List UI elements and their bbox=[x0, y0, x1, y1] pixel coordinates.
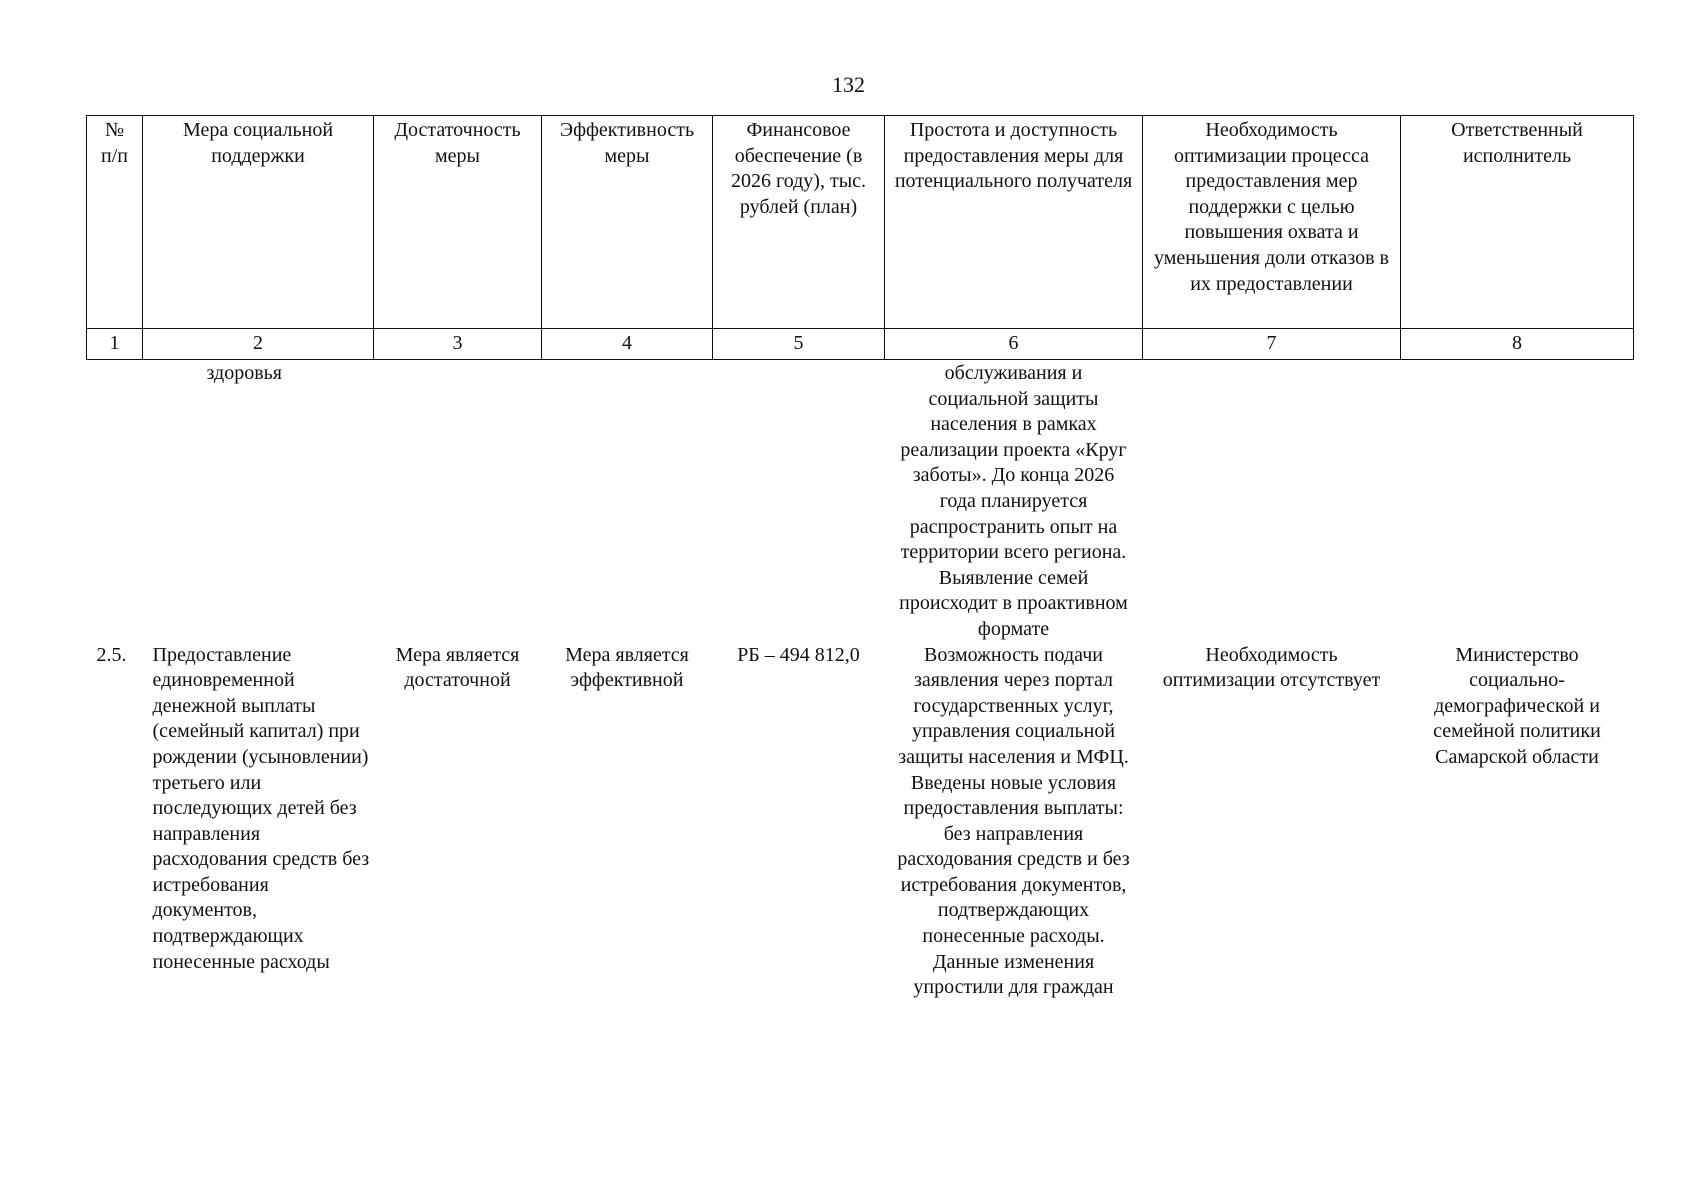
column-number: 6 bbox=[885, 329, 1143, 360]
cell-responsible: Министерство социально-демографической и семейной политики Самарской области bbox=[1433, 643, 1601, 768]
cell-accessibility-continued: обслуживания и социальной защиты населения в рамках реализации проекта «Круг заботы». До конца 2026 года планируется распространить опыт на территории всего региона. Выявление семей происходит в проактивном формате bbox=[899, 362, 1128, 640]
column-number-row bbox=[87, 329, 1634, 360]
column-number: 8 bbox=[1401, 329, 1634, 360]
column-number: 4 bbox=[542, 329, 713, 360]
continuation-row bbox=[87, 360, 1634, 643]
table-header-row bbox=[87, 116, 1634, 329]
cell-optimization: Необходимость оптимизации отсутствует bbox=[1162, 643, 1381, 692]
header-sufficiency: Достаточность меры bbox=[374, 116, 542, 329]
column-number: 1 bbox=[87, 329, 143, 360]
cell-number: 2.5. bbox=[96, 643, 127, 666]
table-row bbox=[87, 643, 1634, 1001]
cell-empty bbox=[713, 360, 885, 643]
column-number: 2 bbox=[143, 329, 374, 360]
cell-measure: Предоставление единовременной денежной выплаты (семейный капитал) при рождении (усыновлении) третьего или последующих детей без направления расходования средств без истребования документов, подтверждающих понесенные расходы bbox=[152, 643, 370, 973]
cell-empty bbox=[374, 360, 542, 643]
header-number: № п/п bbox=[87, 116, 143, 329]
column-number: 7 bbox=[1143, 329, 1401, 360]
header-optimization: Необходимость оптимизации процесса предоставления мер поддержки с целью повышения охвата и уменьшения доли отказов в их предоставлении bbox=[1143, 116, 1401, 329]
column-number: 3 bbox=[374, 329, 542, 360]
cell-empty bbox=[87, 360, 143, 643]
cell-empty bbox=[542, 360, 713, 643]
column-number: 5 bbox=[713, 329, 885, 360]
cell-financing: РБ – 494 812,0 bbox=[737, 643, 860, 666]
social-support-table bbox=[86, 115, 1634, 1001]
cell-accessibility: Возможность подачи заявления через портал государственных услуг, управления социальной защиты населения и МФЦ. Введены новые условия предоставления выплаты: без направления расходования средств и без истребования документов, подтверждающих понесенные расходы. Данные изменения упростили для граждан bbox=[897, 643, 1130, 999]
cell-sufficiency: Мера является достаточной bbox=[395, 643, 520, 692]
cell-empty bbox=[1143, 360, 1401, 643]
header-responsible: Ответственный исполнитель bbox=[1401, 116, 1634, 329]
cell-empty bbox=[1401, 360, 1634, 643]
header-efficiency: Эффективность меры bbox=[542, 116, 713, 329]
page-number: 132 bbox=[832, 72, 865, 97]
cell-efficiency: Мера является эффективной bbox=[565, 643, 689, 692]
header-measure: Мера социальной поддержки bbox=[143, 116, 374, 329]
cell-measure-continued: здоровья bbox=[206, 362, 282, 384]
header-accessibility: Простота и доступность предоставления меры для потенциального получателя bbox=[885, 116, 1143, 329]
header-financing: Финансовое обеспечение (в 2026 году), тыс. рублей (план) bbox=[713, 116, 885, 329]
